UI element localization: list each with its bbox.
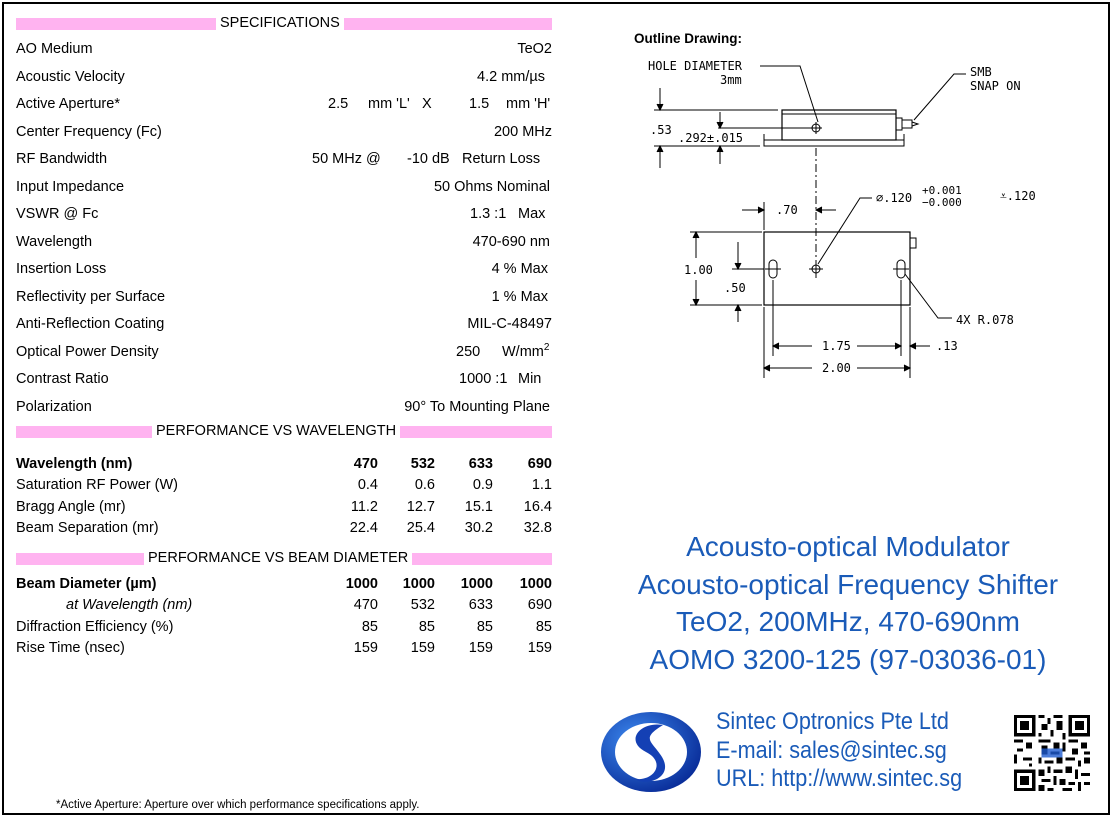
dim-050: .50 [724,281,746,295]
top-connector [910,238,916,248]
spec-wavelength: Wavelength 470-690 nm [16,234,550,250]
arrow [764,365,770,371]
table-row: Saturation RF Power (W) 0.4 0.6 0.9 1.1 [16,477,552,493]
arrow [773,343,779,349]
perf-beam-header: PERFORMANCE VS BEAM DIAMETER [16,553,552,565]
dim-070: .70 [776,203,798,217]
spec-rf-bandwidth: RF Bandwidth 50 MHz @ -10 dB Return Loss [16,151,541,167]
table-row: Wavelength (nm) 470 532 633 690 [16,456,552,472]
dim-200: 2.00 [822,361,851,375]
table-row: Beam Separation (mr) 22.4 25.4 30.2 32.8 [16,520,552,536]
spec-vswr: VSWR @ Fc 1.3 :1 Max [16,206,546,222]
dim-175: 1.75 [822,339,851,353]
spec-ao-medium: AO Medium TeO2 [16,41,552,57]
headline-line: AOMO 3200-125 (97-03036-01) [649,643,1047,675]
arrow [693,299,699,305]
table-row: Bragg Angle (mr) 11.2 12.7 15.1 16.4 [16,499,552,515]
hole-diameter-label: HOLE DIAMETER [648,59,742,73]
company-email: E-mail: sales@sintec.sg [716,736,947,764]
hole-dim-label: ⌀.120 [876,191,913,205]
product-headline [598,528,1098,678]
spec-input-impedance: Input Impedance 50 Ohms Nominal [16,179,550,195]
headline-line: Acousto-optical Modulator [686,531,1010,562]
company-info [716,708,989,794]
headline-line: TeO2, 200MHz, 470-690nm [676,606,1020,637]
spec-acoustic-velocity: Acoustic Velocity 4.2 mm/µs [16,69,545,85]
smb-label: SMB [970,65,992,79]
hole-tol-plus: +0.001 [922,184,962,197]
spec-contrast-ratio: Contrast Ratio 1000 :1 Min [16,371,542,387]
sintec-logo-icon [600,711,702,793]
smb-connector-body [902,120,912,128]
spec-active-aperture: Active Aperture* 2.5 mm 'L' X 1.5 mm 'H' [16,96,551,112]
arrow [657,104,663,110]
company-name: Sintec Optronics Pte Ltd [716,708,949,735]
specifications-header [16,15,552,31]
table-row: at Wavelength (nm) 470 532 633 690 [66,597,552,613]
specifications-title: SPECIFICATIONS [216,15,344,32]
table-row: Diffraction Efficiency (%) 85 85 85 85 [16,619,552,635]
spec-polarization: Polarization 90° To Mounting Plane [16,399,550,415]
qr-code-icon [1014,715,1090,791]
arrow [735,305,741,311]
snap-on-label: SNAP ON [970,79,1021,93]
table-row: Beam Diameter (µm) 1000 1000 1000 1000 [16,576,552,592]
arrow [758,207,764,213]
smb-connector-tip [912,122,918,126]
hole-depth-label: ⩡.120 [1000,189,1036,203]
dim-4x-r078: 4X R.078 [956,313,1014,327]
arrow [816,207,822,213]
arrow [717,146,723,152]
footnote: *Active Aperture: Aperture over which performance specifications apply. [56,799,420,811]
arrow [735,263,741,269]
outline-drawing-title: Outline Drawing: [634,31,742,46]
arrow [693,232,699,238]
spec-reflectivity: Reflectivity per Surface 1 % Max [16,289,548,305]
hole-tol-minus: −0.000 [922,196,962,209]
spec-anti-reflection: Anti-Reflection Coating MIL-C-48497 [16,316,552,332]
perf-wavelength-header: PERFORMANCE VS WAVELENGTH [16,426,552,438]
dim-053: .53 [650,123,672,137]
company-url: URL: http://www.sintec.sg [716,765,963,792]
datasheet-page [2,2,1110,815]
leader-line [905,274,952,318]
headline-line: Acousto-optical Frequency Shifter [637,568,1059,600]
dim-100: 1.00 [684,263,713,277]
dim-013: .13 [936,339,958,353]
smb-connector-base [896,118,902,130]
spec-insertion-loss: Insertion Loss 4 % Max [16,261,548,277]
hole-size-label: 3mm [720,73,742,87]
arrow [717,122,723,128]
arrow [910,343,916,349]
dim-292: .292±.015 [678,131,744,145]
spec-center-frequency: Center Frequency (Fc) 200 MHz [16,124,552,140]
arrow [904,365,910,371]
leader-line [914,74,966,120]
arrow [657,146,663,152]
outline-drawing [632,52,1092,382]
leader-line [818,198,872,264]
table-row: Rise Time (nsec) 159 159 159 159 [16,640,552,656]
aom-body-top [764,232,910,305]
spec-optical-power: Optical Power Density 250 $W/mm^2$ [16,342,550,360]
